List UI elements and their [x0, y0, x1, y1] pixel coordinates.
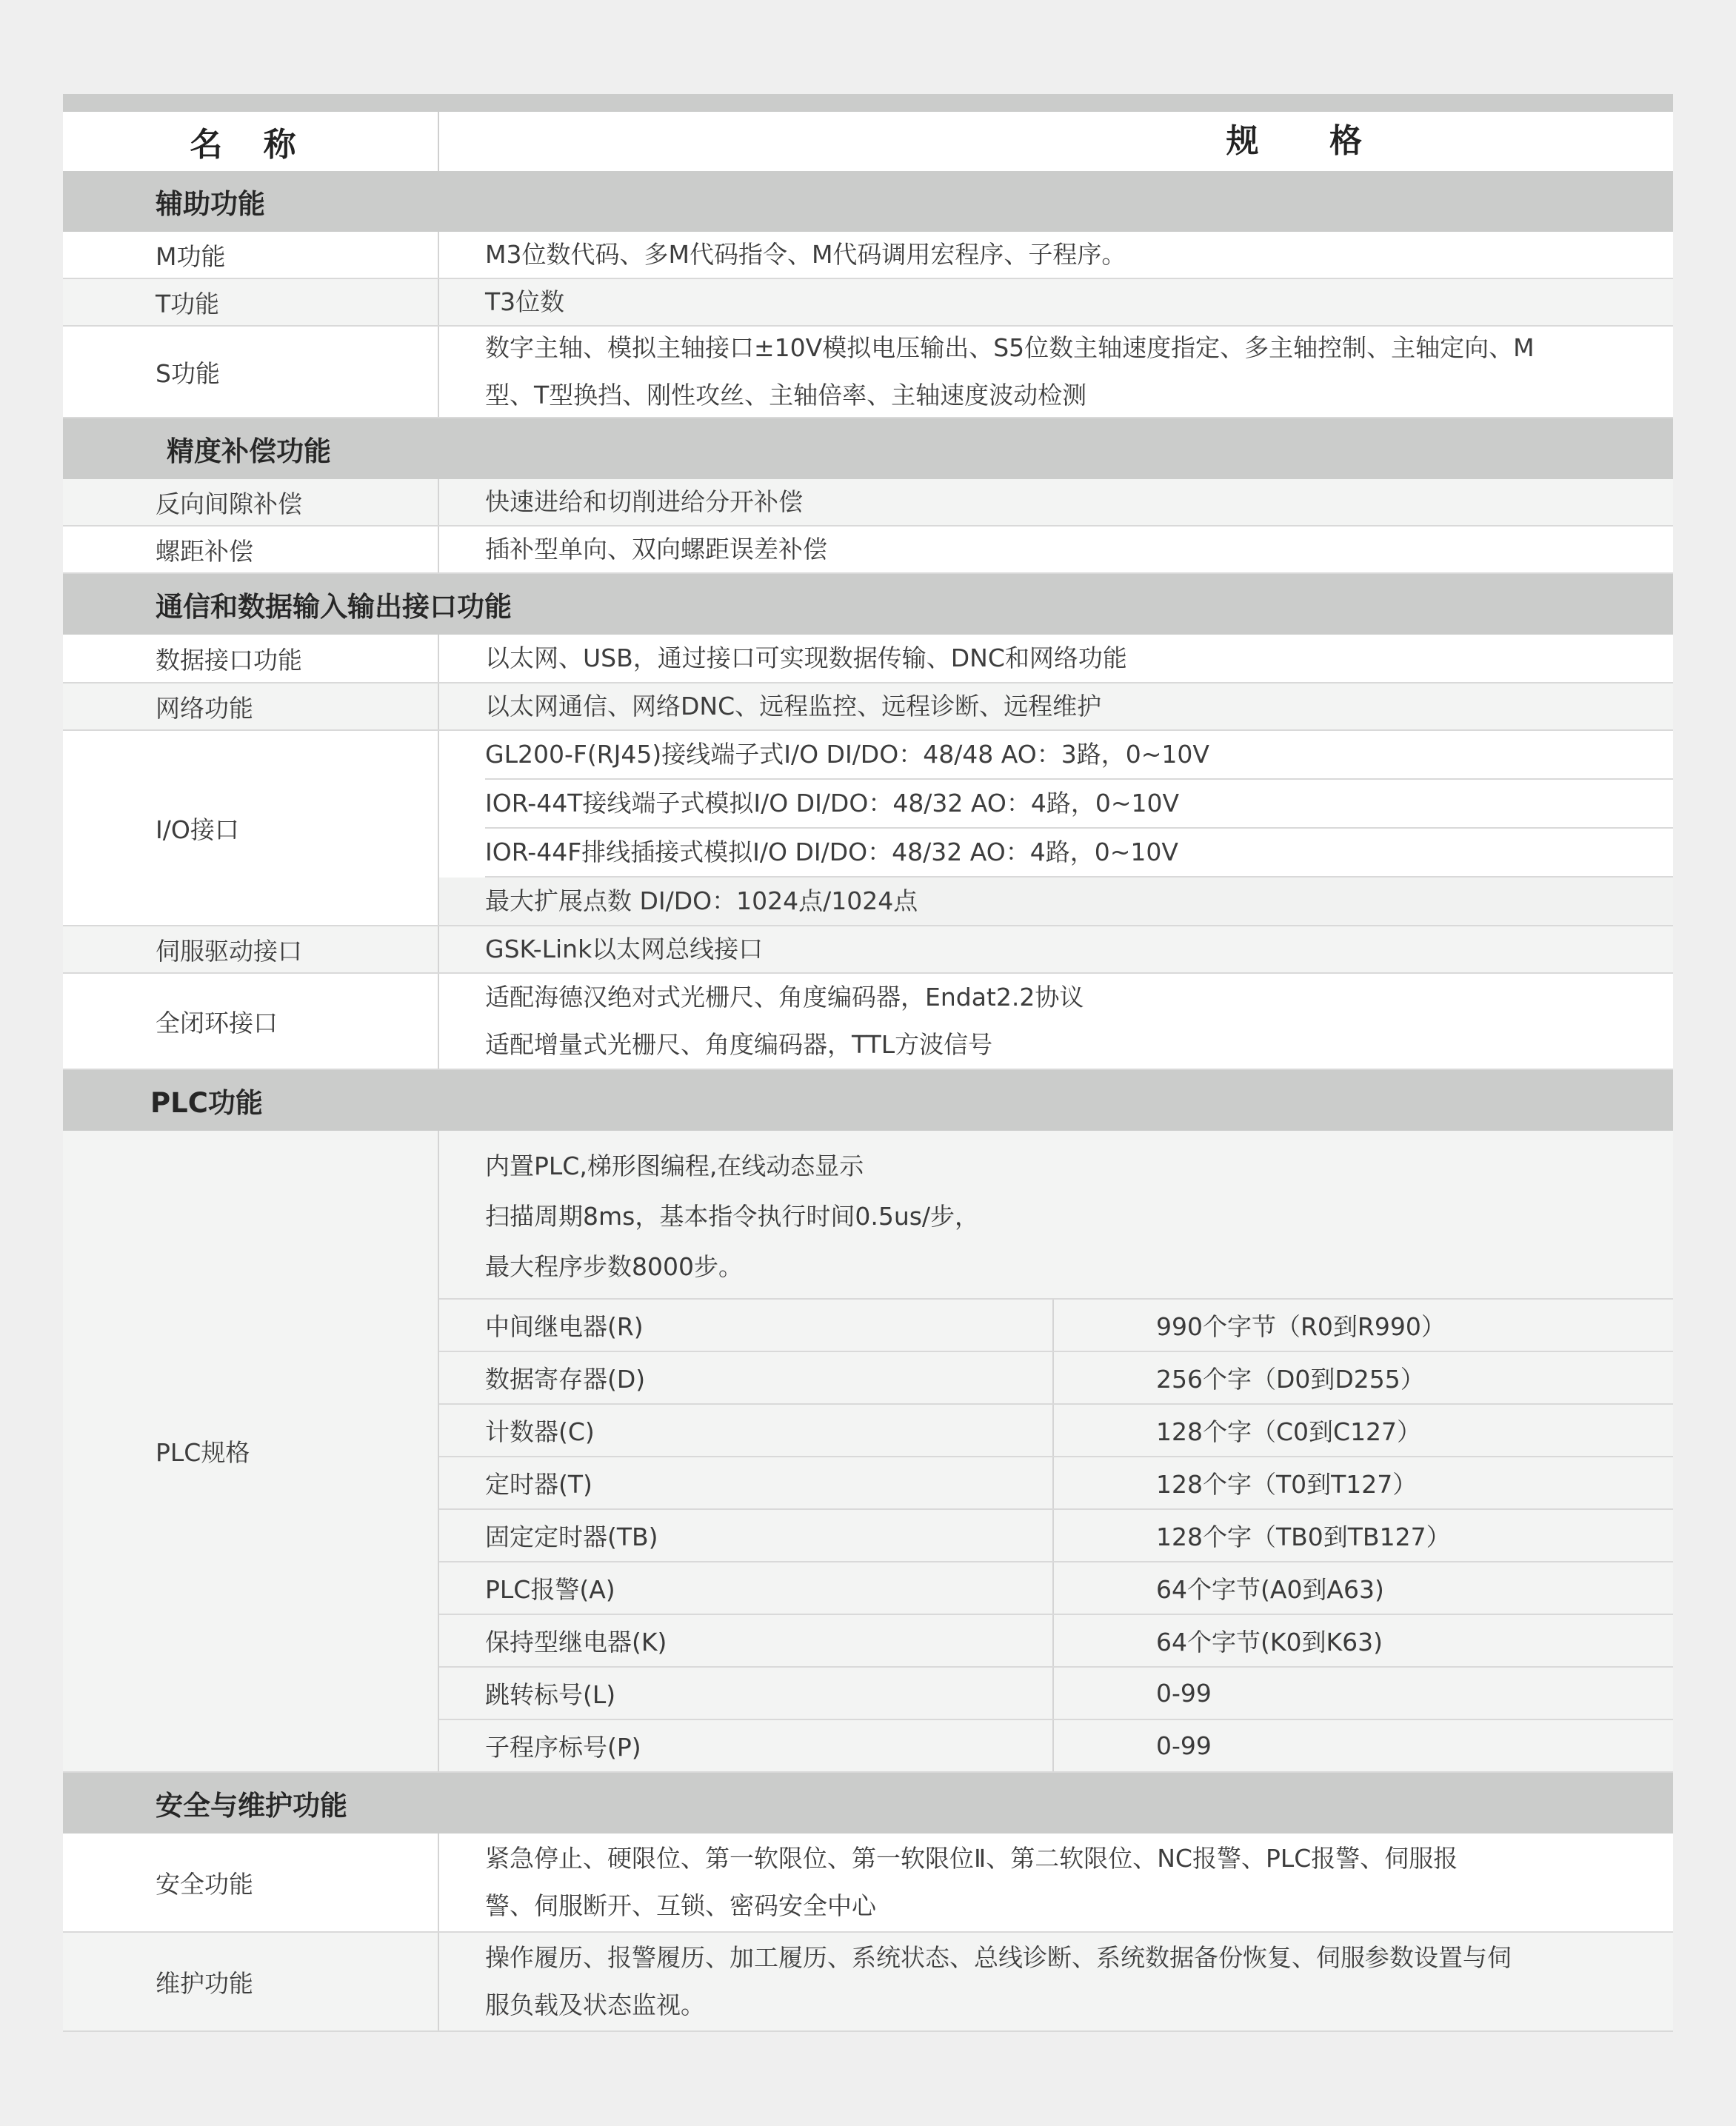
table-row: [63, 279, 1673, 327]
row-name: PLC规格: [63, 1131, 439, 1771]
register-row: [439, 1615, 1673, 1668]
section-title: PLC功能: [63, 1070, 1673, 1131]
plc-intro-line: 扫描周期8ms，基本指令执行时间0.5us/步，: [485, 1202, 980, 1231]
register-row: [439, 1562, 1673, 1615]
row-spec: 操作履历、报警履历、加工履历、系统状态、总线诊断、系统数据备份恢复、伺服参数设置与伺: [485, 1943, 1512, 1972]
row-spec: 服负载及状态监视。: [485, 1990, 705, 2019]
register-value: 128个字（T0到T127）: [1156, 1470, 1418, 1499]
row-name: I/O接口: [63, 731, 439, 925]
row-spec: 以太网、USB，通过接口可实现数据传输、DNC和网络功能: [485, 644, 1127, 672]
register-name: PLC报警(A): [439, 1562, 1054, 1614]
table-row: [63, 926, 1673, 974]
register-name: 数据寄存器(D): [439, 1352, 1054, 1403]
row-name: 维护功能: [63, 1933, 439, 2030]
table-row: [63, 527, 1673, 574]
register-value: 128个字（TB0到TB127）: [1156, 1522, 1451, 1551]
plc-intro-line: 最大程序步数8000步。: [485, 1252, 743, 1281]
row-spec: 适配增量式光栅尺、角度编码器，TTL方波信号: [485, 1030, 993, 1059]
row-spec: M3位数代码、多M代码指令、M代码调用宏程序、子程序。: [485, 240, 1126, 269]
register-value: 64个字节(K0到K63): [1156, 1628, 1383, 1657]
row-spec: 型、T型换挡、刚性攻丝、主轴倍率、主轴速度波动检测: [485, 381, 1087, 410]
row-spec: 适配海德汉绝对式光栅尺、角度编码器，Endat2.2协议: [485, 983, 1084, 1012]
register-value: 0-99: [1156, 1679, 1212, 1708]
row-spec: IOR-44F排线插接式模拟I/O DI/DO：48/32 AO：4路，0~10V: [485, 829, 1673, 878]
row-spec: IOR-44T接线端子式模拟I/O DI/DO：48/32 AO：4路，0~10V: [485, 780, 1673, 829]
table-row: [63, 731, 1673, 926]
plc-spec-block: [63, 1131, 1673, 1773]
register-name: 子程序标号(P): [439, 1720, 1054, 1771]
row-name: T功能: [63, 279, 439, 325]
register-row: [439, 1300, 1673, 1352]
register-value: 64个字节(A0到A63): [1156, 1575, 1384, 1604]
register-value: 256个字（D0到D255）: [1156, 1365, 1425, 1394]
row-spec: 以太网通信、网络DNC、远程监控、远程诊断、远程维护: [485, 692, 1102, 721]
row-name: M功能: [63, 232, 439, 278]
register-name: 定时器(T): [439, 1457, 1054, 1508]
row-name: 伺服驱动接口: [63, 926, 439, 972]
row-name: S功能: [63, 327, 439, 417]
row-name: 网络功能: [63, 683, 439, 729]
row-spec: 快速进给和切削进给分开补偿: [485, 487, 803, 516]
register-value: 0-99: [1156, 1731, 1212, 1760]
register-row: [439, 1457, 1673, 1510]
table-top-bar: [63, 94, 1673, 112]
register-row: [439, 1720, 1673, 1771]
register-name: 保持型继电器(K): [439, 1615, 1054, 1666]
register-name: 计数器(C): [439, 1405, 1054, 1456]
row-spec: 最大扩展点数 DI/DO：1024点/1024点: [439, 878, 1673, 925]
row-name: 全闭环接口: [63, 974, 439, 1069]
table-row: [63, 327, 1673, 418]
table-row: [63, 232, 1673, 279]
header-name-label: 名 称: [63, 112, 439, 171]
row-spec: 警、伺服断开、互锁、密码安全中心: [485, 1891, 876, 1920]
register-name: 跳转标号(L): [439, 1668, 1054, 1719]
section-title: 通信和数据输入输出接口功能: [63, 574, 1673, 635]
table-row: [63, 683, 1673, 731]
table-row: [63, 1933, 1673, 2032]
register-row: [439, 1510, 1673, 1562]
section-title: 安全与维护功能: [63, 1773, 1673, 1833]
section-title: 辅助功能: [63, 171, 1673, 232]
table-row: [63, 974, 1673, 1070]
register-name: 中间继电器(R): [439, 1300, 1054, 1351]
table-row: [63, 479, 1673, 527]
plc-intro-line: 内置PLC,梯形图编程,在线动态显示: [485, 1151, 864, 1180]
table-row: [63, 635, 1673, 683]
register-name: 固定定时器(TB): [439, 1510, 1054, 1561]
row-spec: GSK-Link以太网总线接口: [485, 935, 764, 963]
register-value: 128个字（C0到C127）: [1156, 1417, 1422, 1446]
row-name: 数据接口功能: [63, 635, 439, 682]
spec-table: [63, 94, 1673, 2032]
register-row: [439, 1352, 1673, 1405]
register-row: [439, 1405, 1673, 1457]
table-header: [63, 112, 1673, 171]
table-row: [63, 1833, 1673, 1933]
row-spec: 数字主轴、模拟主轴接口±10V模拟电压输出、S5位数主轴速度指定、多主轴控制、主轴定向、M: [485, 333, 1535, 362]
row-name: 安全功能: [63, 1833, 439, 1931]
row-name: 螺距补偿: [63, 527, 439, 572]
row-name: 反向间隙补偿: [63, 479, 439, 525]
header-spec-label: 规 格: [1226, 122, 1392, 160]
register-value: 990个字节（R0到R990）: [1156, 1312, 1446, 1341]
section-title: 精度补偿功能: [63, 418, 1673, 479]
row-spec: T3位数: [485, 287, 565, 316]
plc-intro: [439, 1131, 1673, 1300]
row-spec: GL200-F(RJ45)接线端子式I/O DI/DO：48/48 AO：3路，0~10V: [485, 731, 1673, 780]
row-spec: 紧急停止、硬限位、第一软限位、第一软限位Ⅱ、第二软限位、NC报警、PLC报警、伺服报: [485, 1844, 1458, 1873]
row-spec: 插补型单向、双向螺距误差补偿: [485, 535, 827, 564]
register-row: [439, 1668, 1673, 1720]
